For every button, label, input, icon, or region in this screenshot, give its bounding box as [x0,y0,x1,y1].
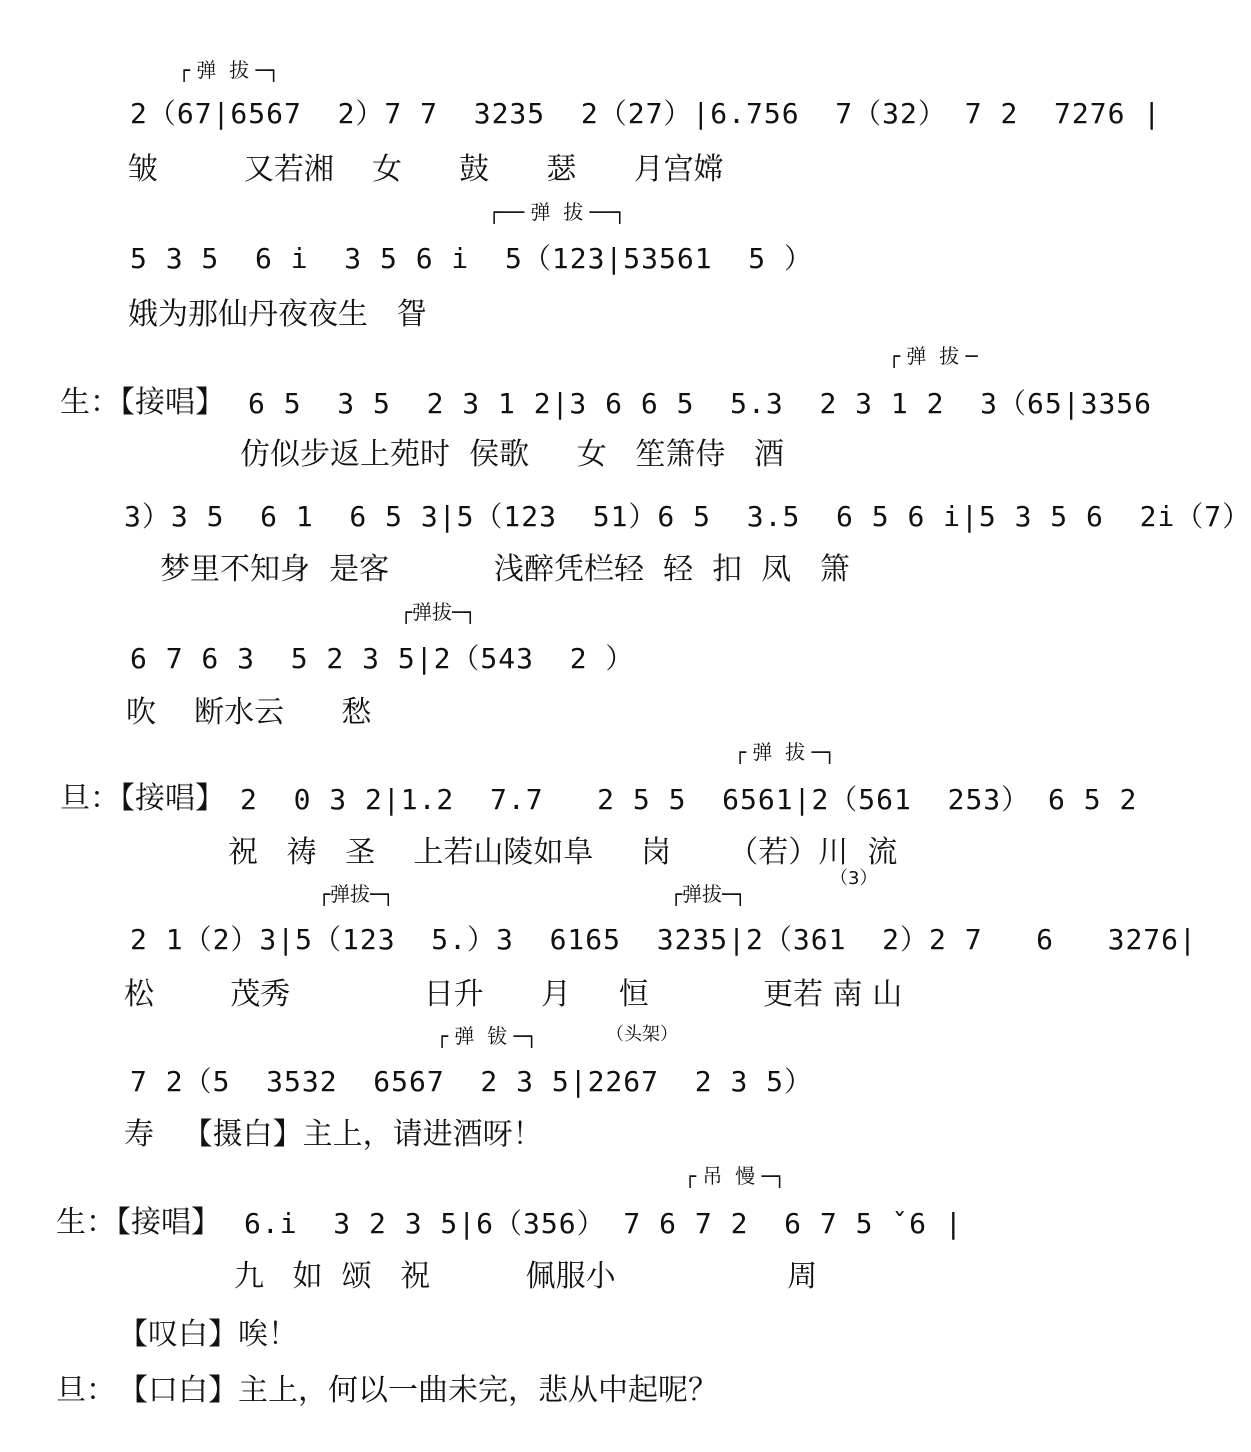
performance-mark-text: 弹拔 [330,882,371,906]
performance-mark-note: （头架） [606,1024,678,1045]
lyrics-line: 松 茂秀 日升 月 恒 更若 南 山 [124,977,903,1012]
lyrics-line: 寿 【摄白】主上，请进酒呀！ [124,1117,543,1152]
lyrics-line: 皱 又若湘 女 鼓 瑟 月宫嫦 [128,152,724,187]
notation-line: 5 3 5 6 i 3 5 6 i 5（123|53561 5 ） [130,242,814,275]
performance-mark-text: 弹 拔 [196,58,250,82]
notation-line: 7 2（5 3532 6567 2 3 5|2267 2 3 5） [130,1065,814,1098]
notation-line: 6 5 3 5 2 3 1 2|3 6 6 5 5.3 2 3 1 2 3（65|3356 [248,387,1153,420]
speaker-label: 旦：【接唱】 [60,781,225,816]
performance-mark-text: 弹 拔 [752,740,806,764]
notation-line: 2 0 3 2|1.2 7.7 2 5 5 6561|2（561 253） 6 5 2 [240,783,1138,816]
speaker-label: 生：【接唱】 [56,1205,221,1240]
performance-mark-text: 弹拔 [412,600,453,624]
performance-mark-text: 弹拔 [682,882,723,906]
lyrics-line: 娥为那仙丹夜夜生 眢 [128,297,427,332]
performance-mark: ┌弹拔─┐ [318,882,395,906]
notation-line: 6 7 6 3 5 2 3 5|2（543 2 ） [130,642,635,675]
footnote-hint: （3） [830,868,878,889]
notation-line: 6.i 3 2 3 5|6（356） 7 6 7 2 6 7 5 ˇ6 | [244,1207,963,1240]
performance-mark: ┌ 吊 慢 ─┐ [684,1164,786,1188]
performance-mark-text: 弹 拔 [530,200,584,224]
lyrics-line: 梦里不知身 是客 浅醉凭栏轻 轻 扣 凤 箫 [160,552,850,587]
performance-mark-text: 弹 钹 [454,1024,508,1048]
spoken-line: 【叹白】唉！ [118,1317,298,1352]
lyrics-line: 九 如 颂 祝 佩服小 周 [234,1259,818,1294]
performance-mark: ┌── 弹 拔 ──┐ [488,200,626,224]
performance-mark: ┌ 弹 拔 ─ [888,344,978,368]
lyrics-line: 仿似步返上苑时 侯歌 女 笙箫侍 酒 [240,437,784,472]
performance-mark: ┌ 弹 拔 ─┐ [734,740,836,764]
notation-line: 2 1（2）3|5（123 5.）3 6165 3235|2（361 2）2 7 6 3276| [130,923,1197,956]
notation-line: 2（67|6567 2）7 7 3235 2（27）|6.756 7（32） 7 2 7276 | [130,97,1162,130]
spoken-line: 【口白】主上，何以一曲未完，悲从中起呢？ [118,1373,718,1408]
performance-mark-text: 弹 拔 [906,344,960,368]
notation-line: 3）3 5 6 1 6 5 3|5（123 51）6 5 3.5 6 5 6 i|5 3 5 6 2i（7） [124,500,1251,533]
performance-mark: ┌弹拔─┐ [670,882,747,906]
performance-mark: ┌ 弹 拔 ─┐ [178,58,280,82]
performance-mark: ┌ 弹 钹 ─┐ [436,1024,538,1048]
performance-mark: ┌弹拔─┐ [400,600,477,624]
speaker-label: 生：【接唱】 [60,385,225,420]
lyrics-line: 祝 祷 圣 上若山陵如阜 岗 （若）川 流 [228,835,898,870]
performance-mark-text: 吊 慢 [702,1164,756,1188]
speaker-label: 旦： [56,1373,116,1408]
lyrics-line: 吹 断水云 愁 [126,695,372,730]
